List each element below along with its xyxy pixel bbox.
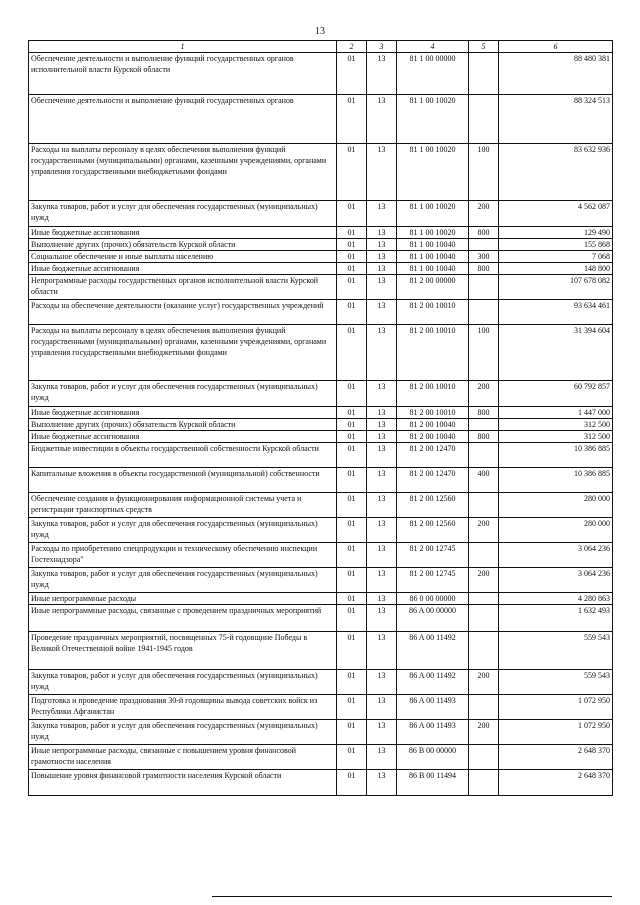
row-section-cell: 01: [337, 239, 367, 251]
row-section-cell: 01: [337, 263, 367, 275]
row-amount-cell: 1 072 950: [499, 720, 613, 745]
row-subsection-cell: 13: [367, 201, 397, 227]
table-row: [29, 53, 613, 95]
row-amount-cell: 312 500: [499, 419, 613, 431]
row-amount-cell: 107 678 082: [499, 275, 613, 300]
column-header-expense-type: 5: [469, 41, 499, 53]
row-name-cell: Проведение праздничных мероприятий, посвященных 75-й годовщине Победы в Великой Отечественной войне 1941-1945 годов: [29, 632, 337, 670]
row-target-code-cell: 81 2 00 10010: [397, 300, 469, 325]
table-row: [29, 95, 613, 144]
row-target-code-cell: 86 A 00 11493: [397, 720, 469, 745]
table-row: [29, 239, 613, 251]
row-amount-cell: 7 068: [499, 251, 613, 263]
row-name-cell: Расходы на выплаты персоналу в целях обеспечения выполнения функций государственными (муниципальными) органами, казенными учреждениями, органами управления государственными внебюджетными фондами: [29, 144, 337, 201]
row-subsection-cell: 13: [367, 670, 397, 695]
row-expense-type-cell: [469, 632, 499, 670]
row-expense-type-cell: [469, 745, 499, 770]
row-name-cell: Закупка товаров, работ и услуг для обеспечения государственных (муниципальных) нужд: [29, 670, 337, 695]
table-row: [29, 201, 613, 227]
row-subsection-cell: 13: [367, 419, 397, 431]
row-name-cell: Иные бюджетные ассигнования: [29, 263, 337, 275]
row-expense-type-cell: 100: [469, 144, 499, 201]
row-expense-type-cell: [469, 770, 499, 796]
table-row: [29, 325, 613, 381]
row-name-cell: Повышение уровня финансовой грамотности населения Курской области: [29, 770, 337, 796]
row-subsection-cell: 13: [367, 381, 397, 407]
row-amount-cell: 83 632 936: [499, 144, 613, 201]
row-subsection-cell: 13: [367, 407, 397, 419]
row-subsection-cell: 13: [367, 632, 397, 670]
row-section-cell: 01: [337, 745, 367, 770]
row-section-cell: 01: [337, 770, 367, 796]
row-section-cell: 01: [337, 381, 367, 407]
row-name-cell: Расходы на обеспечение деятельности (оказание услуг) государственных учреждений: [29, 300, 337, 325]
row-section-cell: 01: [337, 720, 367, 745]
row-section-cell: 01: [337, 443, 367, 468]
row-target-code-cell: 86 A 00 11492: [397, 670, 469, 695]
row-section-cell: 01: [337, 543, 367, 568]
row-expense-type-cell: 200: [469, 201, 499, 227]
row-expense-type-cell: 200: [469, 720, 499, 745]
row-name-cell: Обеспечение создания и функционирования информационной системы учета и регистрации транспортных средств: [29, 493, 337, 518]
row-name-cell: Закупка товаров, работ и услуг для обеспечения государственных (муниципальных) нужд: [29, 720, 337, 745]
row-section-cell: 01: [337, 518, 367, 543]
row-amount-cell: 559 543: [499, 632, 613, 670]
bottom-rule: [212, 896, 612, 897]
row-subsection-cell: 13: [367, 443, 397, 468]
row-expense-type-cell: [469, 593, 499, 605]
row-name-cell: Выполнение других (прочих) обязательств Курской области: [29, 239, 337, 251]
row-expense-type-cell: 800: [469, 407, 499, 419]
row-target-code-cell: 81 2 00 10010: [397, 407, 469, 419]
column-header-amount: 6: [499, 41, 613, 53]
table-row: [29, 227, 613, 239]
row-amount-cell: 2 648 370: [499, 745, 613, 770]
row-amount-cell: 129 490: [499, 227, 613, 239]
row-subsection-cell: 13: [367, 263, 397, 275]
row-section-cell: 01: [337, 95, 367, 144]
row-target-code-cell: 81 2 00 10010: [397, 325, 469, 381]
table-header-row: [29, 41, 613, 53]
row-section-cell: 01: [337, 325, 367, 381]
row-subsection-cell: 13: [367, 593, 397, 605]
row-amount-cell: 280 000: [499, 493, 613, 518]
table-row: [29, 695, 613, 720]
column-header-subsection: 3: [367, 41, 397, 53]
row-name-cell: Подготовка и проведение празднования 30-й годовщины вывода советских войск из Республики Афганистан: [29, 695, 337, 720]
table-row: [29, 443, 613, 468]
table-row: [29, 419, 613, 431]
row-section-cell: 01: [337, 275, 367, 300]
row-target-code-cell: 86 0 00 00000: [397, 593, 469, 605]
row-subsection-cell: 13: [367, 493, 397, 518]
budget-table: [28, 40, 613, 796]
row-expense-type-cell: [469, 695, 499, 720]
table-row: [29, 381, 613, 407]
row-amount-cell: 148 800: [499, 263, 613, 275]
row-amount-cell: 4 280 863: [499, 593, 613, 605]
row-subsection-cell: 13: [367, 518, 397, 543]
row-section-cell: 01: [337, 431, 367, 443]
row-expense-type-cell: 200: [469, 670, 499, 695]
row-name-cell: Закупка товаров, работ и услуг для обеспечения государственных (муниципальных) нужд: [29, 568, 337, 593]
row-amount-cell: 280 000: [499, 518, 613, 543]
table-row: [29, 275, 613, 300]
row-section-cell: 01: [337, 144, 367, 201]
table-row: [29, 568, 613, 593]
row-amount-cell: 60 792 857: [499, 381, 613, 407]
row-subsection-cell: 13: [367, 144, 397, 201]
row-name-cell: Иные бюджетные ассигнования: [29, 227, 337, 239]
row-target-code-cell: 81 1 00 10040: [397, 239, 469, 251]
row-target-code-cell: 81 2 00 12470: [397, 468, 469, 493]
row-section-cell: 01: [337, 300, 367, 325]
row-amount-cell: 559 543: [499, 670, 613, 695]
row-target-code-cell: 81 2 00 12745: [397, 543, 469, 568]
table-row: [29, 670, 613, 695]
row-section-cell: 01: [337, 632, 367, 670]
row-name-cell: Иные непрограммные расходы, связанные с повышением уровня финансовой грамотности населения: [29, 745, 337, 770]
row-section-cell: 01: [337, 593, 367, 605]
row-expense-type-cell: 100: [469, 325, 499, 381]
row-target-code-cell: 86 A 00 11492: [397, 632, 469, 670]
row-name-cell: Расходы по приобретению спецпродукции и техническому обеспечению инспекции Гостехнадзора": [29, 543, 337, 568]
row-target-code-cell: 81 1 00 10020: [397, 95, 469, 144]
row-section-cell: 01: [337, 201, 367, 227]
row-target-code-cell: 81 1 00 10040: [397, 263, 469, 275]
table-row: [29, 263, 613, 275]
row-name-cell: Обеспечение деятельности и выполнение функций государственных органов: [29, 95, 337, 144]
row-target-code-cell: 81 2 00 10040: [397, 431, 469, 443]
row-subsection-cell: 13: [367, 251, 397, 263]
row-target-code-cell: 81 1 00 10020: [397, 144, 469, 201]
row-subsection-cell: 13: [367, 53, 397, 95]
row-amount-cell: 155 868: [499, 239, 613, 251]
row-section-cell: 01: [337, 670, 367, 695]
row-subsection-cell: 13: [367, 300, 397, 325]
row-expense-type-cell: 300: [469, 251, 499, 263]
row-subsection-cell: 13: [367, 720, 397, 745]
row-subsection-cell: 13: [367, 239, 397, 251]
row-target-code-cell: 81 1 00 10020: [397, 201, 469, 227]
table-row: [29, 251, 613, 263]
table-row: [29, 493, 613, 518]
row-expense-type-cell: [469, 605, 499, 632]
row-target-code-cell: 81 1 00 00000: [397, 53, 469, 95]
row-amount-cell: 3 064 236: [499, 543, 613, 568]
row-subsection-cell: 13: [367, 605, 397, 632]
column-header-name: 1: [29, 41, 337, 53]
row-expense-type-cell: 800: [469, 431, 499, 443]
row-subsection-cell: 13: [367, 568, 397, 593]
row-name-cell: Бюджетные инвестиции в объекты государственной собственности Курской области: [29, 443, 337, 468]
row-amount-cell: 10 386 885: [499, 443, 613, 468]
row-expense-type-cell: 200: [469, 518, 499, 543]
row-section-cell: 01: [337, 53, 367, 95]
row-amount-cell: 2 648 370: [499, 770, 613, 796]
row-name-cell: Расходы на выплаты персоналу в целях обеспечения выполнения функций государственными (муниципальными) органами, казенными учреждениями, органами управления государственными внебюджетными фондами: [29, 325, 337, 381]
table-row: [29, 144, 613, 201]
row-expense-type-cell: [469, 419, 499, 431]
row-expense-type-cell: 200: [469, 568, 499, 593]
table-row: [29, 632, 613, 670]
row-name-cell: Закупка товаров, работ и услуг для обеспечения государственных (муниципальных) нужд: [29, 381, 337, 407]
row-expense-type-cell: [469, 53, 499, 95]
row-subsection-cell: 13: [367, 95, 397, 144]
row-amount-cell: 31 394 604: [499, 325, 613, 381]
row-expense-type-cell: [469, 543, 499, 568]
row-target-code-cell: 86 B 00 11494: [397, 770, 469, 796]
table-body: [29, 53, 613, 796]
row-target-code-cell: 81 1 00 10020: [397, 227, 469, 239]
row-section-cell: 01: [337, 568, 367, 593]
row-amount-cell: 93 634 461: [499, 300, 613, 325]
table-row: [29, 770, 613, 796]
table-row: [29, 745, 613, 770]
row-name-cell: Закупка товаров, работ и услуг для обеспечения государственных (муниципальных) нужд: [29, 201, 337, 227]
row-name-cell: Иные непрограммные расходы: [29, 593, 337, 605]
table-row: [29, 720, 613, 745]
row-amount-cell: 88 480 381: [499, 53, 613, 95]
table-row: [29, 300, 613, 325]
row-subsection-cell: 13: [367, 695, 397, 720]
row-target-code-cell: 81 2 00 10010: [397, 381, 469, 407]
row-target-code-cell: 86 A 00 11493: [397, 695, 469, 720]
column-header-target-code: 4: [397, 41, 469, 53]
row-amount-cell: 10 386 885: [499, 468, 613, 493]
row-subsection-cell: 13: [367, 745, 397, 770]
row-expense-type-cell: [469, 300, 499, 325]
table-row: [29, 431, 613, 443]
row-name-cell: Обеспечение деятельности и выполнение функций государственных органов исполнительной власти Курской области: [29, 53, 337, 95]
table-row: [29, 518, 613, 543]
row-amount-cell: 1 447 000: [499, 407, 613, 419]
row-section-cell: 01: [337, 419, 367, 431]
row-target-code-cell: 81 2 00 12745: [397, 568, 469, 593]
row-expense-type-cell: 200: [469, 381, 499, 407]
row-amount-cell: 4 562 087: [499, 201, 613, 227]
row-section-cell: 01: [337, 251, 367, 263]
row-name-cell: Иные бюджетные ассигнования: [29, 407, 337, 419]
row-name-cell: Социальное обеспечение и иные выплаты населению: [29, 251, 337, 263]
row-expense-type-cell: [469, 275, 499, 300]
row-name-cell: Закупка товаров, работ и услуг для обеспечения государственных (муниципальных) нужд: [29, 518, 337, 543]
row-expense-type-cell: 400: [469, 468, 499, 493]
row-subsection-cell: 13: [367, 770, 397, 796]
row-target-code-cell: 81 2 00 12560: [397, 493, 469, 518]
row-subsection-cell: 13: [367, 431, 397, 443]
row-expense-type-cell: [469, 493, 499, 518]
table-row: [29, 407, 613, 419]
row-name-cell: Капитальные вложения в объекты государственной (муниципальной) собственности: [29, 468, 337, 493]
row-section-cell: 01: [337, 468, 367, 493]
row-subsection-cell: 13: [367, 275, 397, 300]
page-number: 13: [315, 26, 325, 37]
table-row: [29, 605, 613, 632]
column-header-section: 2: [337, 41, 367, 53]
row-expense-type-cell: [469, 239, 499, 251]
row-expense-type-cell: 800: [469, 227, 499, 239]
row-expense-type-cell: 800: [469, 263, 499, 275]
row-section-cell: 01: [337, 407, 367, 419]
row-section-cell: 01: [337, 227, 367, 239]
table-row: [29, 593, 613, 605]
row-target-code-cell: 81 2 00 12470: [397, 443, 469, 468]
row-amount-cell: 88 324 513: [499, 95, 613, 144]
row-amount-cell: 1 632 493: [499, 605, 613, 632]
row-expense-type-cell: [469, 443, 499, 468]
row-target-code-cell: 81 2 00 12560: [397, 518, 469, 543]
row-target-code-cell: 86 A 00 00000: [397, 605, 469, 632]
table-row: [29, 468, 613, 493]
table-row: [29, 543, 613, 568]
row-subsection-cell: 13: [367, 543, 397, 568]
row-section-cell: 01: [337, 695, 367, 720]
row-amount-cell: 312 500: [499, 431, 613, 443]
row-subsection-cell: 13: [367, 325, 397, 381]
row-subsection-cell: 13: [367, 468, 397, 493]
row-amount-cell: 1 072 950: [499, 695, 613, 720]
row-name-cell: Выполнение других (прочих) обязательств Курской области: [29, 419, 337, 431]
row-amount-cell: 3 064 236: [499, 568, 613, 593]
row-expense-type-cell: [469, 95, 499, 144]
row-target-code-cell: 81 2 00 00000: [397, 275, 469, 300]
row-name-cell: Непрограммные расходы государственных органов исполнительной власти Курской области: [29, 275, 337, 300]
row-name-cell: Иные бюджетные ассигнования: [29, 431, 337, 443]
row-section-cell: 01: [337, 605, 367, 632]
row-target-code-cell: 81 2 00 10040: [397, 419, 469, 431]
row-name-cell: Иные непрограммные расходы, связанные с проведением праздничных мероприятий: [29, 605, 337, 632]
row-subsection-cell: 13: [367, 227, 397, 239]
row-section-cell: 01: [337, 493, 367, 518]
row-target-code-cell: 81 1 00 10040: [397, 251, 469, 263]
row-target-code-cell: 86 B 00 00000: [397, 745, 469, 770]
